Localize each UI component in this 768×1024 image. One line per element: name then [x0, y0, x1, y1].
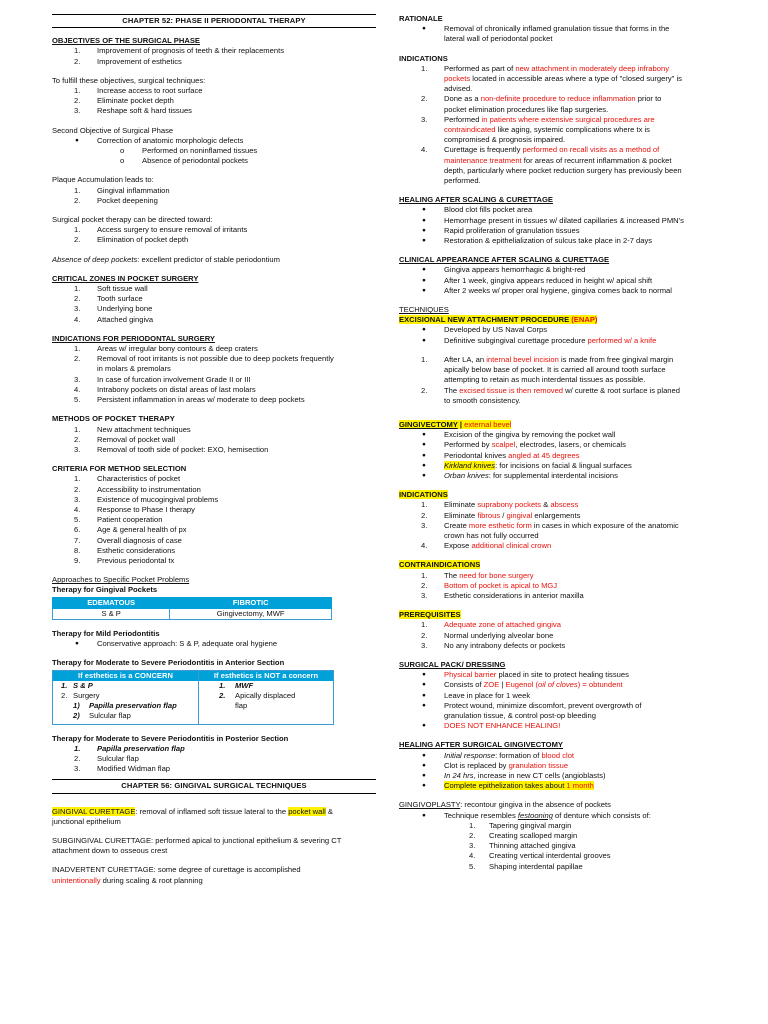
list-item: 3. Create more esthetic form in cases in which exposure of the anatomic	[421, 520, 679, 530]
list-item: 2. Removal of root irritants is not possible due to deep pockets frequently	[74, 354, 334, 364]
list-item: ● Kirkland knives: for incisions on facial & lingual surfaces	[422, 460, 632, 470]
list-item: 2. Accessibility to instrumentation	[74, 484, 201, 494]
approaches-heading: Approaches to Specific Pocket Problems	[52, 575, 190, 585]
list-item: 2. Eliminate pocket depth	[74, 96, 174, 106]
anterior-table	[52, 670, 334, 725]
list-item: 2. Normal underlying alveolar bone	[421, 630, 554, 640]
list-item: 2. Apically displaced	[219, 690, 296, 700]
criteria-heading: CRITERIA FOR METHOD SELECTION	[52, 464, 187, 474]
list-item: ● After 2 weeks w/ proper oral hygiene, gingiva comes back to normal	[422, 285, 672, 295]
list-item: ● Correction of anatomic morphologic defects	[75, 135, 244, 145]
list-item: crown has not fully occurred	[444, 530, 539, 540]
table-column	[199, 671, 333, 724]
list-item: maintenance treatment for areas of recurrent inflammation & pocket	[444, 155, 672, 165]
inadvertent-curettage-def-cont: unintentionally during scaling & root planning	[52, 875, 203, 885]
list-item: 3. No any intrabony defects or pockets	[421, 640, 566, 650]
indications-heading: INDICATIONS	[399, 53, 448, 63]
list-item: 2. Improvement of esthetics	[74, 56, 182, 66]
list-item: ● Performed by scalpel, electrodes, lasers, or chemicals	[422, 440, 626, 450]
list-item: ● Technique resembles festooning of denture which consists of:	[422, 810, 651, 820]
table-header: EDEMATOUS	[53, 597, 170, 608]
plaque-intro: Plaque Accumulation leads to:	[52, 175, 154, 185]
fulfill-intro: To fulfill these objectives, surgical techniques:	[52, 75, 206, 85]
list-item: ● Initial response: formation of blood clot	[422, 750, 575, 760]
list-item: compromised & prognosis impaired.	[444, 135, 566, 145]
list-item: 4. Attached gingiva	[74, 314, 154, 324]
list-item: 2. Surgery	[61, 690, 100, 700]
list-item: ● Restoration & epithelialization of sulcus take place in 2-7 days	[422, 236, 653, 246]
list-item: 3. Thinning attached gingiva	[469, 841, 576, 851]
list-item: advised.	[444, 84, 473, 94]
mild-heading: Therapy for Mild Periodontitis	[52, 628, 160, 638]
list-item: ● Gingiva appears hemorrhagic & bright-red	[422, 265, 586, 275]
list-item: pockets located in accessible areas where a type of "closed surgery" is	[444, 74, 682, 84]
list-item: 2. Bottom of pocket is apical to MGJ	[421, 580, 558, 590]
list-item: performed.	[444, 176, 481, 186]
list-item: 1. Eliminate suprabony pockets & abscess	[421, 500, 579, 510]
list-item: 1. Papilla preservation flap	[74, 743, 185, 753]
list-item: 5. Patient cooperation	[74, 515, 163, 525]
gingivectomy-indications-heading: INDICATIONS	[399, 490, 448, 500]
list-item: ● After 1 week, gingiva appears reduced in height w/ apical shift	[422, 275, 653, 285]
list-item: 3. Existence of mucogingival problems	[74, 494, 219, 504]
subgingival-curettage-def-cont: attachment down to osseous crest	[52, 846, 168, 856]
list-item: granulation tissue, & control post-op bleeding	[444, 710, 596, 720]
gingival-curettage-def: GINGIVAL CURETTAGE: removal of inflamed soft tissue lateral to the pocket wall &	[52, 806, 333, 816]
list-item: o Absence of periodontal pockets	[120, 156, 248, 166]
list-item: 8. Esthetic considerations	[74, 545, 176, 555]
absence-note: Absence of deep pockets: excellent predictor of stable periodontium	[52, 254, 280, 264]
list-item: attempting to retain as much interdental tissues as possible.	[444, 375, 646, 385]
list-item: 5. Shaping interdental papillae	[469, 861, 583, 871]
table-header: If esthetics is NOT a concern	[199, 671, 333, 681]
list-item: ● Developed by US Naval Corps	[422, 325, 547, 335]
list-item: ● Orban knives: for supplemental interdental incisions	[422, 470, 618, 480]
list-item: ● In 24 hrs, increase in new CT cells (angioblasts)	[422, 771, 606, 780]
list-item: 2. Pocket deepening	[74, 195, 158, 205]
objectives-heading: OBJECTIVES OF THE SURGICAL PHASE	[52, 36, 200, 46]
list-item: 3. Esthetic considerations in anterior maxilla	[421, 590, 584, 600]
gingival-pockets-table	[52, 597, 332, 620]
list-item: 1. After LA, an internal bevel incision is made from free gingival margin	[421, 354, 674, 364]
posterior-heading: Therapy for Moderate to Severe Periodontitis in Posterior Section	[52, 733, 289, 743]
list-item: 1. Performed as part of new attachment in moderately deep infrabony	[421, 63, 669, 73]
enap-heading: EXCISIONAL NEW ATTACHMENT PROCEDURE (ENAP)	[399, 315, 598, 325]
methods-heading: METHODS OF POCKET THERAPY	[52, 414, 175, 424]
list-item: 5. Persistent inflammation in areas w/ moderate to deep pockets	[74, 395, 305, 405]
list-item: 1. Increase access to root surface	[74, 86, 203, 96]
list-item: 2. Elimination of pocket depth	[74, 235, 189, 245]
list-item: ● Periodontal knives angled at 45 degrees	[422, 450, 580, 460]
list-item: 4. Curettage is frequently performed on recall visits as a method of	[421, 145, 660, 155]
list-item: ● Consists of ZOE | Eugenol (oil of cloves) = obtundent	[422, 680, 623, 690]
right-column	[399, 14, 719, 872]
prerequisites-heading: PREREQUISITES	[399, 610, 461, 620]
indications-surgery-heading: INDICATIONS FOR PERIODONTAL SURGERY	[52, 333, 215, 343]
list-item: 7. Overall diagnosis of case	[74, 535, 182, 545]
list-item: 4. Intrabony pockets on distal areas of last molars	[74, 384, 256, 394]
list-item: ● DOES NOT ENHANCE HEALING!	[422, 721, 561, 731]
list-item: 1. Characteristics of pocket	[74, 474, 181, 484]
inadvertent-curettage-def: INADVERTENT CURETTAGE: some degree of curettage is accomplished	[52, 865, 301, 875]
gingival-curettage-def-cont: junctional epithelium	[52, 816, 121, 826]
healing-heading: HEALING AFTER SCALING & CURETTAGE	[399, 195, 553, 205]
list-item: depth, particularly where pocket reduction surgery has previously been	[444, 165, 682, 175]
anterior-heading: Therapy for Moderate to Severe Periodontitis in Anterior Section	[52, 658, 285, 668]
table-row	[53, 608, 332, 619]
list-item: 1) Papilla preservation flap	[73, 701, 177, 711]
list-item: 3. Underlying bone	[74, 304, 153, 314]
list-item: 3. In case of furcation involvement Grade II or III	[74, 374, 251, 384]
list-item: ● Definitive subgingival curettage procedure performed w/ a knife	[422, 335, 657, 345]
list-item: ● Blood clot fills pocket area	[422, 205, 533, 215]
left-column	[52, 14, 376, 886]
list-item: 1. Adequate zone of attached gingiva	[421, 620, 561, 630]
table-header: FIBROTIC	[170, 597, 332, 608]
surgical-pack-heading: SURGICAL PACK/ DRESSING	[399, 659, 506, 669]
list-item: apically below base of pocket. It is carried all around tooth surface	[444, 365, 666, 375]
list-item: 1. Access surgery to ensure removal of irritants	[74, 225, 248, 235]
list-item: ● Physical barrier placed in site to protect healing tissues	[422, 670, 629, 680]
chapter-52-title: CHAPTER 52: PHASE II PERIODONTAL THERAPY	[52, 14, 376, 28]
list-item: ● Conservative approach: S & P, adequate oral hygiene	[75, 639, 278, 649]
list-item: 1. MWF	[219, 680, 254, 690]
list-item: o Performed on noninflamed tissues	[120, 146, 258, 156]
table-cell: Gingivectomy, MWF	[170, 608, 332, 619]
list-item: in molars & premolars	[97, 364, 171, 374]
list-item: flap	[235, 701, 248, 711]
list-item: ● Clot is replaced by granulation tissue	[422, 760, 569, 770]
list-item: 2. Tooth surface	[74, 294, 143, 304]
list-item: 2. Removal of pocket wall	[74, 434, 176, 444]
chapter-56-title: CHAPTER 56: GINGIVAL SURGICAL TECHNIQUES	[52, 779, 376, 793]
list-item: 3. Performed in patients where extensive surgical procedures are	[421, 114, 655, 124]
subgingival-curettage-def: SUBGINGIVAL CURETTAGE: performed apical to junctional epithelium & severing CT	[52, 836, 342, 845]
list-item: pocket elimination procedures like flap surgeries.	[444, 104, 609, 114]
gingivoplasty-def: GINGIVOPLASTY: recontour gingiva in the absence of pockets	[399, 800, 611, 810]
contraindications-heading: CONTRAINDICATIONS	[399, 560, 481, 570]
critical-zones-heading: CRITICAL ZONES IN POCKET SURGERY	[52, 273, 199, 283]
healing-gingivectomy-heading: HEALING AFTER SURGICAL GINGIVECTOMY	[399, 740, 563, 750]
second-objective-intro: Second Objective of Surgical Phase	[52, 125, 174, 135]
list-item: 1. Improvement of prognosis of teeth & their replacements	[74, 46, 284, 56]
gingivectomy-heading: GINGIVECTOMY | external bevel	[399, 419, 512, 429]
list-item: ● Protect wound, minimize discomfort, prevent overgrowth of	[422, 700, 642, 710]
list-item: 2) Sulcular flap	[73, 711, 131, 721]
list-item: ● Excision of the gingiva by removing the pocket wall	[422, 430, 616, 440]
list-item: 2. Creating scalloped margin	[469, 831, 578, 841]
list-item: 9. Previous periodontal tx	[74, 555, 175, 565]
gingival-pockets-heading: Therapy for Gingival Pockets	[52, 585, 158, 595]
list-item: 1. S & P	[61, 680, 93, 690]
list-item: 2. The excised tissue is then removed w/ curette & root surface is planed	[421, 385, 680, 395]
list-item: ● Removal of chronically inflamed granulation tissue that forms in the	[422, 24, 670, 34]
list-item: ● Hemorrhage present in tissues w/ dilated capillaries & increased PMN's	[422, 215, 684, 225]
directed-intro: Surgical pocket therapy can be directed toward:	[52, 215, 213, 225]
techniques-label: TECHNIQUES	[399, 305, 449, 315]
list-item: 1. The need for bone surgery	[421, 570, 534, 580]
list-item: 4. Response to Phase I therapy	[74, 504, 195, 514]
list-item: contraindicated like aging, systemic complications where tx is	[444, 125, 650, 135]
list-item: 2. Eliminate fibrous / gingival enlargements	[421, 510, 581, 520]
list-item: ● Leave in place for 1 week	[422, 690, 531, 700]
list-item: 1. Tapering gingival margin	[469, 820, 572, 830]
list-item: 2. Sulcular flap	[74, 753, 139, 763]
list-item: 2. Done as a non-definite procedure to reduce inflammation prior to	[421, 94, 662, 104]
list-item: 1. Areas w/ irregular bony contours & deep craters	[74, 344, 258, 354]
list-item: 4. Expose additional clinical crown	[421, 541, 552, 551]
list-item: ● Complete epithelization takes about 1 month	[422, 781, 594, 791]
list-item: 4. Creating vertical interdental grooves	[469, 851, 611, 861]
list-item: 1. New attachment techniques	[74, 424, 191, 434]
list-item: to smooth consistency.	[444, 395, 521, 405]
table-column	[53, 671, 199, 724]
table-header: If esthetics is a CONCERN	[53, 671, 198, 681]
list-item: 3. Modified Widman flap	[74, 764, 171, 774]
clinical-heading: CLINICAL APPEARANCE AFTER SCALING & CURETTAGE	[399, 255, 610, 265]
list-item: 3. Removal of tooth side of pocket: EXO, hemisection	[74, 444, 269, 454]
list-item: 6. Age & general health of px	[74, 525, 187, 535]
table-cell: S & P	[53, 608, 170, 619]
list-item: 1. Soft tissue wall	[74, 284, 148, 294]
list-item: 3. Reshape soft & hard tissues	[74, 106, 192, 116]
list-item: 1. Gingival inflammation	[74, 185, 170, 195]
rationale-heading: RATIONALE	[399, 14, 443, 23]
list-item: ● Rapid proliferation of granulation tissues	[422, 225, 580, 235]
list-item: lateral wall of periodontal pocket	[444, 34, 553, 44]
